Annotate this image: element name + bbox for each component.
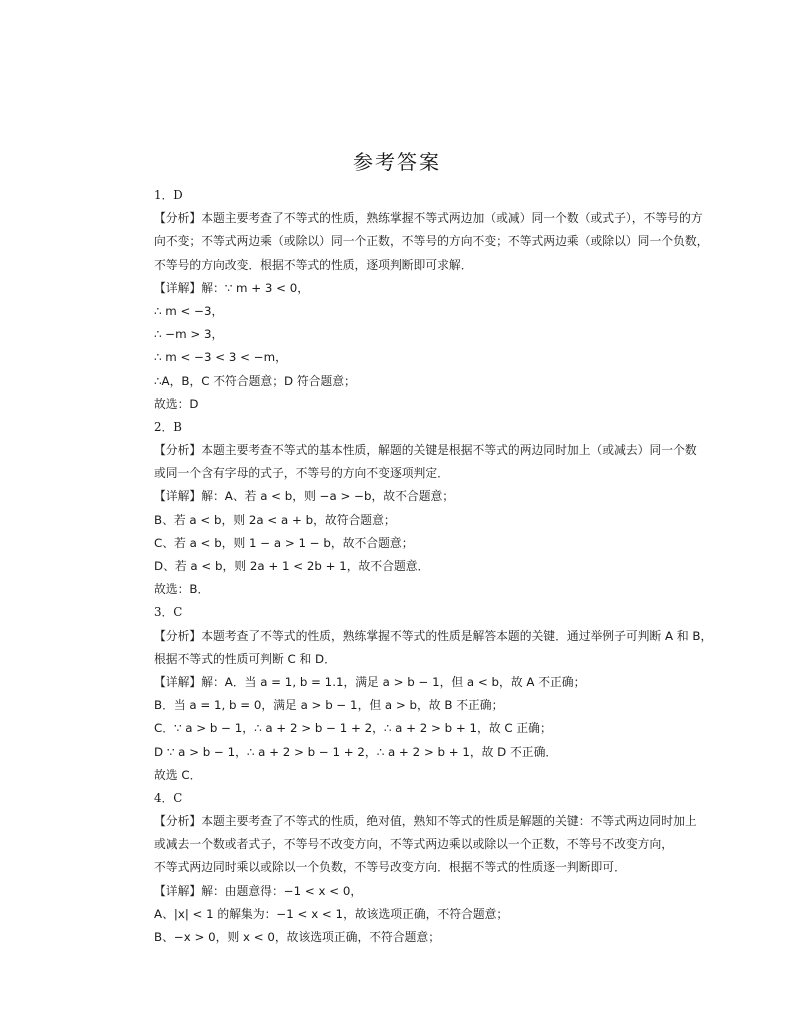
page-title: 参考答案 xyxy=(353,150,441,174)
answer-number: 4．C xyxy=(154,790,183,805)
solution-line: C．∵ a > b − 1，∴ a + 2 > b − 1 + 2，∴ a + 2 > b + 1，故 C 正确； xyxy=(154,721,552,736)
analysis-text: 根据不等式的性质可判断 C 和 D． xyxy=(154,651,336,666)
solution-line: 【详解】解：A、若 a < b，则 −a > −b，故不合题意； xyxy=(154,489,455,504)
analysis-text: 【分析】本题主要考查了不等式的性质，熟练掌握不等式两边加（或减）同一个数（或式子），不等号的方 xyxy=(154,211,703,226)
analysis-text: 【分析】本题主要考查不等式的基本性质，解题的关键是根据不等式的两边同时加上（或减去）同一个数 xyxy=(154,443,697,458)
analysis-text: 或同一个含有字母的式子，不等号的方向不变逐项判定． xyxy=(154,466,449,481)
analysis-text: 或减去一个数或者式子，不等号不改变方向，不等式两边乘以或除以一个正数，不等号不改变方向， xyxy=(154,837,674,852)
analysis-text: 【分析】本题主要考查了不等式的性质，绝对值，熟知不等式的性质是解题的关键：不等式两边同时加上 xyxy=(154,814,697,829)
solution-line: ∴ m < −3， xyxy=(154,303,224,318)
answer-number: 2．B xyxy=(154,419,182,434)
solution-line: D、若 a < b，则 2a + 1 < 2b + 1，故不合题意． xyxy=(154,559,430,573)
answer-content xyxy=(154,184,714,949)
solution-line: C、若 a < b，则 1 − a > 1 − b，故不合题意； xyxy=(154,535,414,550)
choice-line: 故选：D xyxy=(154,396,199,411)
choice-line: 故选：B． xyxy=(154,582,210,597)
solution-line: 【详解】解：由题意得：−1 < x < 0， xyxy=(154,883,363,898)
solution-line: 【详解】解：∵ m + 3 < 0， xyxy=(154,280,310,295)
solution-line: B．当 a = 1, b = 0，满足 a > b − 1，但 a > b，故 B 不正确； xyxy=(154,698,504,713)
solution-line: B、−x > 0，则 x < 0，故该选项正确，不符合题意； xyxy=(154,930,441,944)
answer-number: 1．D xyxy=(154,188,183,202)
solution-line: ∴ m < −3 < 3 < −m， xyxy=(154,350,287,365)
answer-number: 3．C xyxy=(154,605,183,620)
analysis-text: 不等式两边同时乘以或除以一个负数，不等号改变方向．根据不等式的性质逐一判断即可． xyxy=(154,860,626,875)
analysis-text: 不等号的方向改变．根据不等式的性质，逐项判断即可求解． xyxy=(154,257,473,272)
solution-line: B、若 a < b，则 2a < a + b，故符合题意； xyxy=(154,512,396,527)
solution-line: ∴ −m > 3， xyxy=(154,327,224,342)
choice-line: 故选 C． xyxy=(154,767,202,782)
analysis-text: 【分析】本题考查了不等式的性质，熟练掌握不等式的性质是解答本题的关键．通过举例子可判断 A 和 B， xyxy=(154,628,713,643)
solution-line: ∴A，B，C 不符合题意；D 符合题意； xyxy=(154,373,356,388)
solution-line: 【详解】解：A．当 a = 1, b = 1.1，满足 a > b − 1，但 a < b，故 A 不正确； xyxy=(154,674,586,689)
analysis-text: 向不变；不等式两边乘（或除以）同一个正数，不等号的方向不变；不等式两边乘（或除以）同一个负数， xyxy=(154,234,709,249)
solution-line: A、|x| < 1 的解集为：−1 < x < 1，故该选项正确，不符合题意； xyxy=(154,906,509,921)
solution-line: D ∵ a > b − 1，∴ a + 2 > b − 1 + 2，∴ a + 2 > b + 1，故 D 不正确． xyxy=(154,744,558,759)
